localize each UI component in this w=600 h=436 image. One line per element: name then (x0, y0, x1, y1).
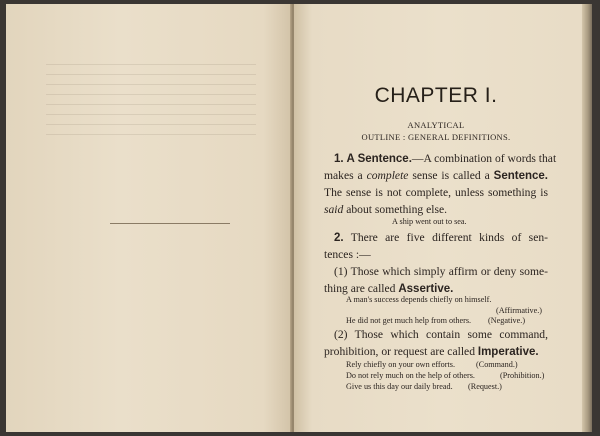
label-command: (Command.) (476, 360, 518, 369)
item1-line1: (1) Those which simply affirm or deny some- (334, 265, 548, 278)
label-negative: (Negative.) (488, 316, 526, 325)
para2-line1: 2. There are five different kinds of sen- (334, 231, 548, 244)
chapter-title: CHAPTER I. (374, 84, 498, 107)
example-help: He did not get much help from others. (346, 316, 472, 325)
label-prohibition: (Prohibition.) (500, 371, 545, 380)
para1-line3: The sense is not complete, unless something is (324, 186, 548, 199)
term-sentence: A Sentence. (346, 153, 412, 165)
subtitle-analytical: ANALYTICAL (407, 120, 465, 130)
left-page (6, 4, 292, 432)
book-spread (6, 4, 592, 432)
example-do-not: Do not rely much on the help of others. (346, 371, 475, 380)
item2-line1: (2) Those which contain some command, (334, 328, 548, 341)
example-man: A man's success depends chiefly on himself. (346, 295, 492, 304)
para1-line2: makes a complete sense is called a Sentence. (324, 169, 548, 182)
para1-line1: 1. A Sentence.—A combination of words that (334, 152, 557, 165)
example-give: Give us this day our daily bread. (346, 382, 453, 391)
para1-line4: said about something else. (324, 203, 448, 216)
example-rely: Rely chiefly on your own efforts. (346, 360, 455, 369)
item2-line2: prohibition, or request are called Imperative. (324, 345, 539, 358)
label-affirmative: (Affirmative.) (496, 306, 542, 315)
subtitle-outline: OUTLINE : GENERAL DEFINITIONS. (361, 132, 511, 142)
bleed-through-text (46, 64, 256, 144)
para2-line2: tences :— (324, 248, 371, 261)
left-page-rule (110, 223, 230, 224)
item1-line2: thing are called Assertive. (324, 282, 454, 295)
page-edge (582, 4, 592, 432)
example-ship: A ship went out to sea. (392, 217, 467, 226)
label-request: (Request.) (468, 382, 502, 391)
